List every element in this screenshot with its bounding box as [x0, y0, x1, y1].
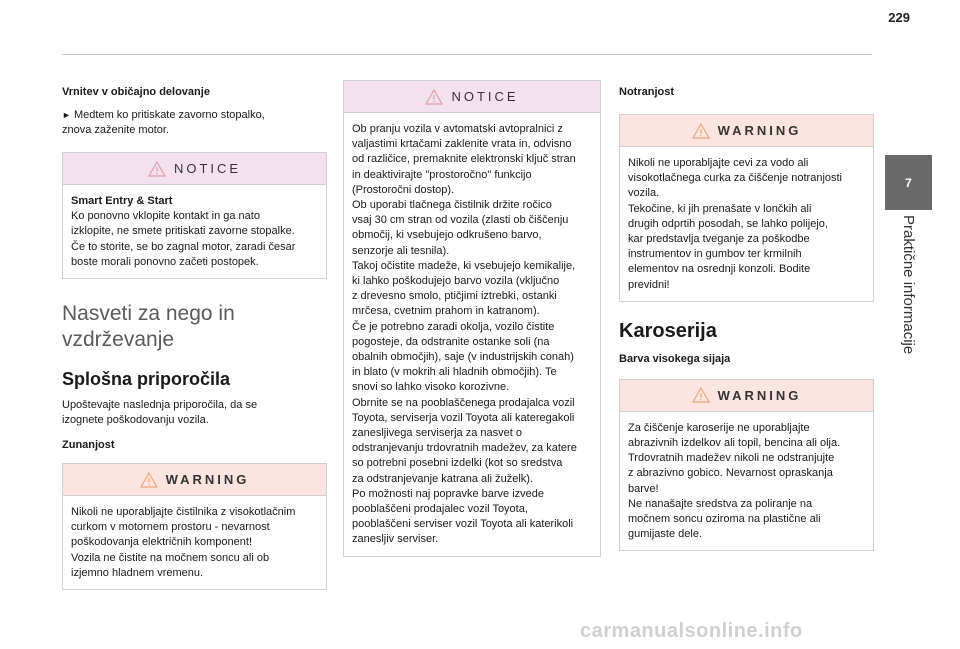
body-line: visokotlačnega curka za čiščenje notranjosti: [628, 172, 843, 185]
warning-line: poškodovanja električnih komponent!: [71, 536, 253, 549]
body-line: vozila.: [628, 187, 660, 200]
warning-line: Vozila ne čistite na močnem soncu ali ob: [71, 551, 270, 564]
body-line: so potrebni posebni izdelki (kot so sredstva: [352, 457, 563, 470]
warning-header: [63, 464, 326, 496]
general-line: Upoštevajte naslednja priporočila, da se: [62, 399, 258, 412]
body-line: Po možnosti naj popravke barve izvede: [352, 487, 544, 500]
interior-heading: Notranjost: [619, 86, 674, 98]
warning-line: izjemno hladnem vremenu.: [71, 566, 204, 579]
notice-title: Smart Entry & Start: [71, 195, 173, 207]
notice-label: NOTICE: [451, 89, 519, 104]
gloss-heading: Barva visokega sijaja: [619, 352, 731, 365]
body-line: Če je potrebno zaradi okolja, vozilo čistite: [352, 320, 555, 333]
body-line: mrčesa, cvetnim prahom in katranom).: [352, 305, 540, 318]
notice-header: [344, 81, 600, 113]
restart-heading: Vrnitev v običajno delovanje: [62, 86, 210, 98]
notice-label: NOTICE: [173, 161, 242, 176]
body-line: Ob uporabi tlačnega čistilnik držite ročico: [352, 199, 552, 212]
body-line: z drevesno smolo, ptičjimi iztrebki, ostanki: [352, 290, 557, 303]
warning-box-exterior: [62, 463, 327, 590]
warning-label: WARNING: [165, 472, 250, 488]
notice-line: Ko ponovno vklopite kontakt in ga nato: [71, 210, 260, 223]
general-line: izognete poškodovanju vozila.: [62, 414, 209, 427]
body-line: Ne nanašajte sredstva za poliranje na: [628, 497, 813, 510]
warning-line: curkom v motornem prostoru - nevarnost: [71, 521, 270, 534]
body-line: ki lahko poškodujejo barvo vozila (vključno: [352, 275, 560, 288]
body-line: obalnih območjih), saje (v industrijskih conah): [352, 351, 574, 364]
body-line: od različice, premaknite elektronski ključ stran: [352, 153, 576, 166]
warning-header: [620, 380, 873, 412]
notice-triangle-icon: [425, 89, 443, 105]
body-line: Takoj očistite madeže, ki vsebujejo kemikalije,: [352, 259, 576, 272]
body-line: vsaj 30 cm stran od vozila (zlasti ob čiščenju: [352, 214, 569, 227]
chapter-tab[interactable]: 7: [885, 155, 932, 210]
body-line: drugih odprtih posodah, se lahko polijejo,: [628, 217, 828, 230]
body-line: zanesljiv serviser.: [352, 533, 439, 546]
column-left: [62, 80, 327, 590]
body-line: previdni!: [628, 278, 670, 291]
body-line: Ob pranju vozila v avtomatski avtopralnici z: [352, 123, 563, 135]
section-title-care: [62, 301, 327, 353]
body-line: Za čiščenje karoserije ne uporabljajte: [628, 421, 810, 434]
section-title-line: vzdrževanje: [62, 328, 175, 352]
watermark-text: carmanualsonline.info: [580, 620, 803, 642]
notice-line: izklopite, ne smete pritiskati zavorne stopalke.: [71, 225, 295, 238]
body-line: senzorje ali tesnila).: [352, 244, 450, 257]
notice-line: boste morali ponovno začeti postopek.: [71, 255, 259, 268]
header-rule: [62, 54, 872, 55]
body-line: gumijaste dele.: [628, 528, 702, 541]
bullet-line: znova zaženite motor.: [62, 124, 170, 136]
warning-triangle-icon: [692, 387, 710, 403]
general-recommendations-title: Splošna priporočila: [62, 369, 231, 390]
notice-line: Če to storite, se bo zagnal motor, zaradi česar: [71, 240, 296, 253]
body-line: in deaktivirajte "prostoročno" funkcijo: [352, 168, 532, 181]
warning-triangle-icon: [692, 123, 710, 139]
body-line: Obrnite se na pooblaščenega prodajalca vozil: [352, 396, 575, 409]
body-line: Tekočine, ki jih prenašate v lončkih ali: [628, 202, 812, 215]
body-line: (Prostoročni dostop).: [352, 183, 455, 196]
body-line: pooblaščeni prodajalec vozil Toyota,: [352, 503, 528, 516]
warning-label: WARNING: [717, 123, 802, 138]
body-line: za odstranjevanje katrana ali žuželk).: [352, 472, 533, 485]
warning-body: [620, 412, 873, 551]
body-line: kar predstavlja tveganje za poškodbe: [628, 233, 810, 246]
body-line: abrazivnih izdelkov ali topil, bencina ali olja.: [628, 437, 841, 450]
body-line: z abrazivno gobico. Nevarnost opraskanja: [628, 467, 833, 480]
restart-bullet: [62, 108, 327, 138]
warning-box-body: [619, 379, 874, 552]
body-line: odstranjevanju trdovratnih madežev, za katere: [352, 442, 577, 455]
bullet-arrow-icon: ►: [62, 110, 71, 120]
general-recommendations-text: [62, 398, 327, 428]
warning-body: [620, 147, 873, 301]
body-line: Nikoli ne uporabljajte cevi za vodo ali: [628, 157, 809, 169]
warning-line: Nikoli ne uporabljajte čistilnika z visokotlačnim: [71, 506, 296, 519]
body-line: pooblaščeni serviser vozil Toyota ali katerikoli: [352, 518, 574, 531]
warning-body: [63, 496, 326, 589]
page-number: 229: [888, 10, 910, 25]
body-line: barve!: [628, 482, 659, 495]
body-line: valjastimi krtačami zaklenite vrata in, odvisno: [352, 138, 572, 151]
warning-box-interior: [619, 114, 874, 302]
exterior-heading: Zunanjost: [62, 439, 115, 452]
notice-triangle-icon: [148, 161, 166, 177]
body-line: snovi so lahko visoko korozivne.: [352, 381, 510, 394]
warning-label: WARNING: [717, 387, 802, 403]
notice-box-smart-entry: [62, 152, 327, 279]
notice-header: [63, 153, 326, 185]
chapter-title: [885, 215, 932, 375]
body-line: instrumentov in gumbov ter krmilnih: [628, 248, 802, 261]
warning-header: [620, 115, 873, 147]
body-line: Trdovratnih madežev nikoli ne odstranjujte: [628, 452, 835, 465]
body-line: in blato (v mokrih ali hladnih območjih). Te: [352, 366, 557, 379]
warning-triangle-icon: [140, 472, 158, 488]
notice-box-washing: [343, 80, 601, 557]
bullet-line: Medtem ko pritiskate zavorno stopalko,: [74, 109, 265, 121]
body-section-title: Karoserija: [619, 319, 717, 342]
column-right: [619, 80, 874, 551]
body-line: elementov na osrednji konzoli. Bodite: [628, 263, 811, 276]
column-middle: [343, 72, 601, 557]
notice-body: [63, 185, 326, 278]
chapter-title-text: Praktične informacije: [900, 215, 917, 355]
notice-body: [344, 113, 600, 556]
body-line: pogosteje, da odstranite ostanke soli (na: [352, 335, 550, 348]
section-title-line: Nasveti za nego in: [62, 302, 235, 326]
body-line: območij, ki vsebujejo odkrušeno barvo,: [352, 229, 542, 242]
body-line: Toyota, serviserja vozil Toyota ali kateregakoli: [352, 411, 575, 424]
body-line: zanesljivega serviserja za nasvet o: [352, 427, 522, 440]
body-line: močnem soncu oziroma na plastične ali: [628, 513, 821, 526]
